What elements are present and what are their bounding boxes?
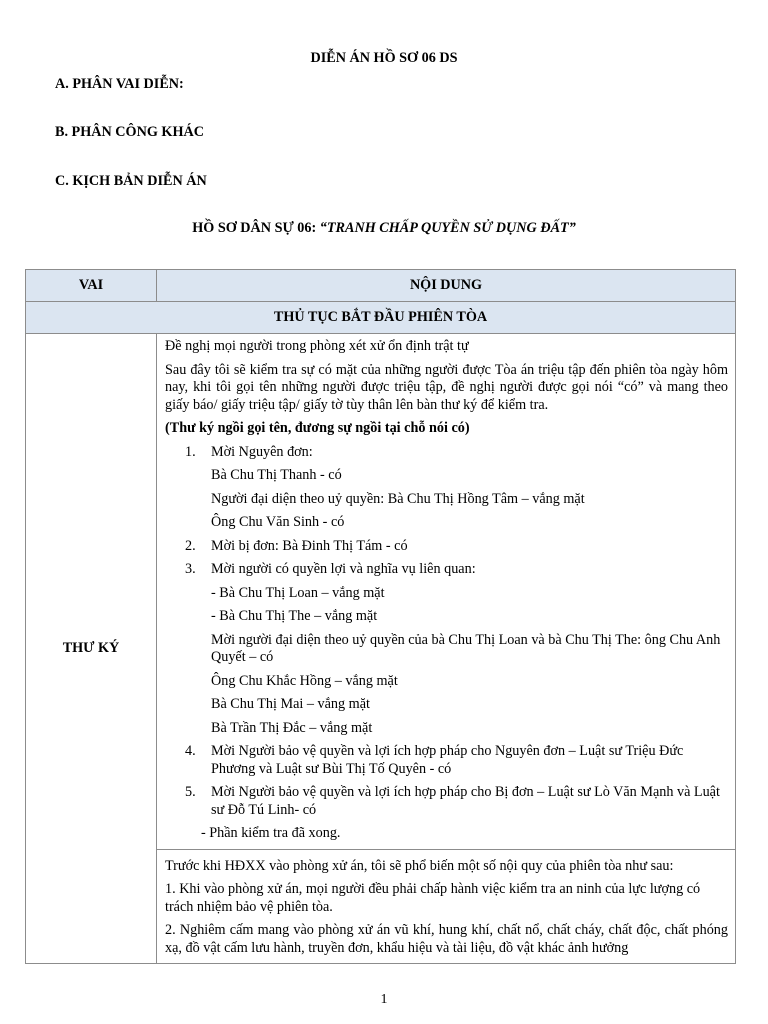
list-item [165,561,728,579]
list-item [165,538,728,556]
content-cell-attendance [157,334,736,850]
procedure-title: THỦ TỤC BẮT ĐẦU PHIÊN TÒA [26,302,736,334]
list-subitem: - Bà Chu Thị The – vắng mặt [211,608,378,624]
procedure-row [26,302,736,334]
section-b-heading: B. PHÂN CÔNG KHÁC [55,124,204,140]
table-header-row [26,270,736,302]
rule-item: 1. Khi vào phòng xử án, mọi người đều phải chấp hành việc kiểm tra an ninh của lực lượng có trách nhiệm bảo vệ phiên tòa. [165,881,701,915]
page-number: 1 [380,992,388,1007]
list-subitem: Bà Chu Thị Thanh - có [211,467,342,483]
role-cell: THƯ KÝ [26,334,157,964]
list-item [165,784,728,819]
list-number: 5. [185,784,196,800]
list-text: Mời Người bảo vệ quyền và lợi ích hợp pháp cho Bị đơn – Luật sư Lò Văn Mạnh và Luật sư Đỗ Tú Linh- có [211,784,720,818]
order-request: Đề nghị mọi người trong phòng xét xử ổn định trật tự [165,338,469,354]
list-subitem: - Bà Chu Thị Loan – vắng mặt [211,584,385,601]
header-content: NỘI DUNG [157,270,736,302]
list-text: Mời Người bảo vệ quyền và lợi ích hợp pháp cho Nguyên đơn – Luật sư Triệu Đức Phương và Luật sư Bùi Thị Tố Quyên - có [211,743,684,777]
list-number: 2. [185,537,196,554]
list-number: 4. [185,743,196,759]
list-number: 1. [185,443,196,460]
list-item [165,444,728,462]
section-c-heading: C. KỊCH BẢN DIỄN ÁN [55,173,207,189]
attendance-intro: Sau đây tôi sẽ kiểm tra sự có mặt của những người được Tòa án triệu tập đến phiên tòa ngày hôm nay, khi tôi gọi tên những người được triệu tập, đề nghị người được gọi nói “có” và mang theo giấy báo/ giấy triệu tập/ giấy tờ tùy thân lên bàn thư ký để kiểm tra. [165,361,728,413]
list-subitem: Mời người đại diện theo uỷ quyền của bà Chu Thị Loan và bà Chu Thị The: ông Chu Anh Quyết – có [211,631,721,665]
list-subitem: Bà Trần Thị Đắc – vắng mặt [211,719,373,736]
section-a-heading: A. PHÂN VAI DIỄN: [55,76,184,92]
stage-direction: (Thư ký ngồi gọi tên, đương sự ngồi tại chỗ nói có) [165,420,470,436]
content-cell-rules [157,849,736,964]
case-subtitle-prefix: HỒ SƠ DÂN SỰ 06: [192,220,320,236]
list-subitem: Người đại diện theo uỷ quyền: Bà Chu Thị Hồng Tâm – vắng mặt [211,490,585,507]
list-subitem: Ông Chu Khắc Hồng – vắng mặt [211,672,398,689]
list-text: Mời bị đơn: Bà Đinh Thị Tám - có [211,537,408,554]
rule-item: 2. Nghiêm cấm mang vào phòng xử án vũ khí, hung khí, chất nổ, chất cháy, chất độc, chất phóng xạ, đồ vật cấm lưu hành, truyền đơn, khẩu hiệu và tài liệu, đồ vật khác ảnh hưởng [165,922,728,956]
case-subtitle [0,220,768,237]
case-subtitle-name: “TRANH CHẤP QUYỀN SỬ DỤNG ĐẤT” [319,220,576,236]
table-row [26,334,736,850]
header-role: VAI [26,270,157,302]
list-text: Mời người có quyền lợi và nghĩa vụ liên quan: [211,561,476,577]
list-subitem: Ông Chu Văn Sinh - có [211,514,345,530]
list-number: 3. [185,561,196,577]
list-item [165,743,728,778]
check-complete: - Phần kiểm tra đã xong. [201,825,341,841]
rules-intro: Trước khi HĐXX vào phòng xử án, tôi sẽ phổ biến một số nội quy của phiên tòa như sau: [165,857,674,874]
script-table [25,269,736,964]
document-title: DIỄN ÁN HỒ SƠ 06 DS [310,50,458,66]
list-text: Mời Nguyên đơn: [211,443,313,460]
list-subitem: Bà Chu Thị Mai – vắng mặt [211,696,370,712]
